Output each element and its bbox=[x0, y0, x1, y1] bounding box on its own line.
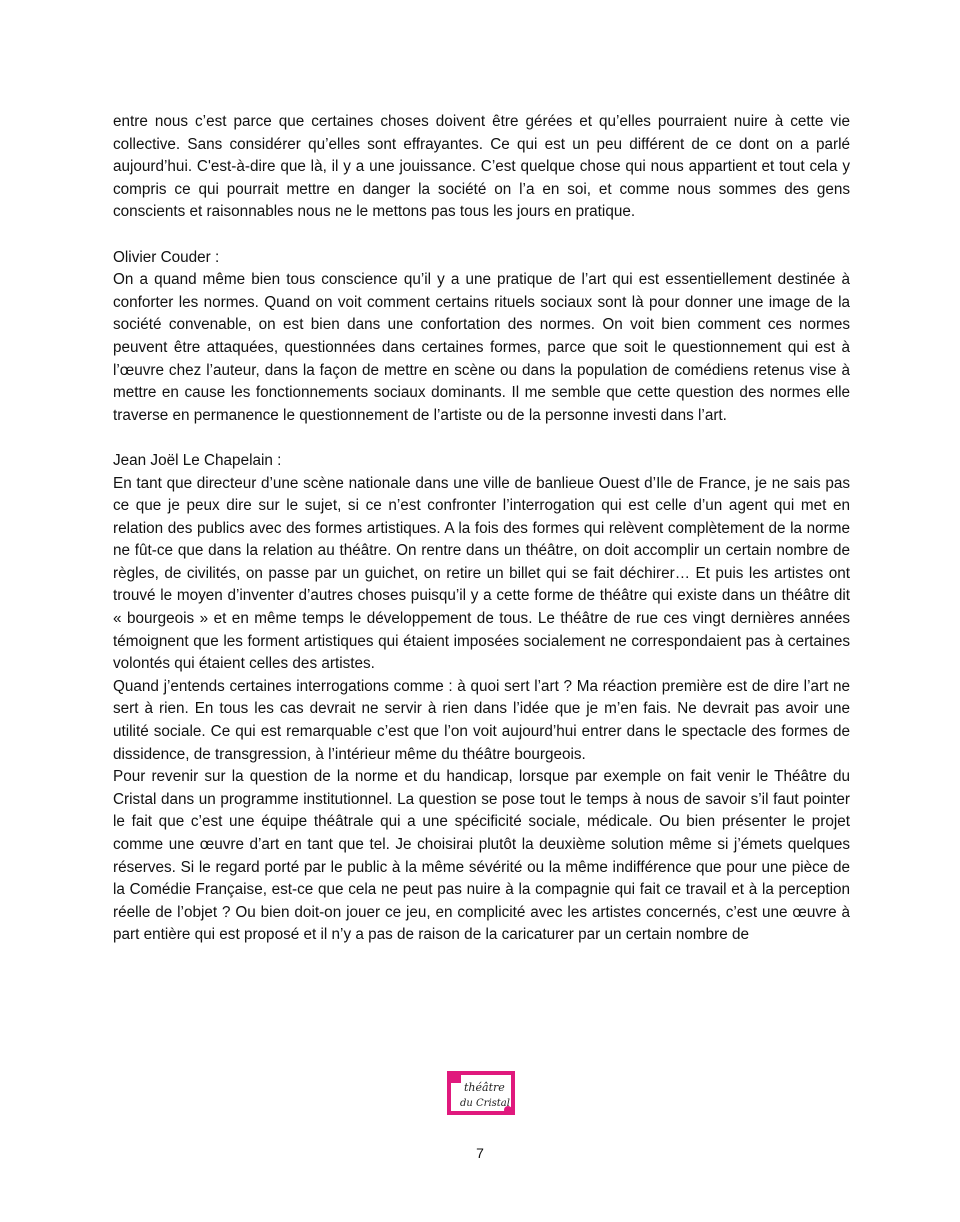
paragraph-intro: entre nous c’est parce que certaines choses doivent être gérées et qu’elles pourraient nuire à cette vie collective. Sans considérer qu’elles sont effrayantes. Ce qui est un peu différent de ce dont on a parlé aujourd’hui. C'est-à-dire que là, il y a une jouissance. C’est quelque chose qui nous appartient et tout cela y compris ce qui pourrait mettre en danger la société on l’a en soi, et comme nous sommes des gens conscients et raisonnables nous ne le mettons pas tous les jours en pratique. bbox=[113, 113, 850, 221]
speaker-olivier-couder: Olivier Couder : bbox=[113, 248, 220, 266]
logo-text-line2: du Cristal bbox=[460, 1098, 510, 1109]
theatre-du-cristal-logo bbox=[446, 1070, 516, 1116]
paragraph-olivier-couder: On a quand même bien tous conscience qu’il y a une pratique de l’art qui est essentiellement destinée à conforter les normes. Quand on voit comment certains rituels sociaux sont là pour donner une image de la société convenable, on est bien dans une confortation des normes. On voit bien comment ces normes peuvent être attaquées, questionnées dans certaines formes, parce que soit le questionnement qui est à l’œuvre chez l’auteur, dans la façon de mettre en scène ou dans la population de comédiens retenus vise à mettre en cause les fonctionnements sociaux dominants. Il me semble que cette question des normes elle traverse en permanence le questionnement de l’artiste ou de la personne investi dans l’art. bbox=[113, 271, 850, 424]
logo-corner-splash bbox=[447, 1071, 461, 1083]
speaker-jean-joel-le-chapelain: Jean Joël Le Chapelain : bbox=[113, 451, 282, 469]
page-number: 7 bbox=[476, 1145, 484, 1161]
paragraph-chapelain-1: En tant que directeur d’une scène nationale dans une ville de banlieue Ouest d’Ile de France, je ne sais pas ce que je peux dire sur le sujet, si ce n’est confronter l’interrogation qui est celle d’un agent qui met en relation des publics avec des formes artistiques. A la fois des formes qui relèvent complètement de la norme ne fût-ce que dans la relation au théâtre. On rentre dans un théâtre, on doit accomplir un certain nombre de règles, de civilités, on passe par un guichet, on retire un billet qui se fait déchirer… Et puis les artistes ont trouvé le moyen d’inventer d’autres choses puisqu’il y a cette forme de théâtre qui existe dans un théâtre dit « bourgeois » et en même temps le développement de tous. Le théâtre de rue ces vingt dernières années témoignent que les forment artistiques qui étaient imposées socialement ne correspondaient pas à certaines volontés qui étaient celles des artistes. bbox=[113, 474, 850, 673]
logo-text-line1: théâtre bbox=[464, 1081, 505, 1094]
document-body bbox=[113, 111, 850, 947]
paragraph-chapelain-3: Pour revenir sur la question de la norme et du handicap, lorsque par exemple on fait venir le Théâtre du Cristal dans un programme institutionnel. La question se pose tout le temps à nous de savoir s’il faut pointer le fait que c’est une équipe théâtrale qui a une spécificité sociale, médicale. Ou bien présenter le projet comme une œuvre d’art en tant que tel. Je choisirai plutôt la deuxième solution même si j’émets quelques réserves. Si le regard porté par le public à la même sévérité ou la même indifférence que pour une pièce de la Comédie Française, est-ce que cela ne peut pas nuire à la compagnie qui fait ce travail et à la perception réelle de l’objet ? Ou bien doit-on jouer ce jeu, en complicité avec les artistes concernés, c’est une œuvre à part entière qui est proposé et il n’y a pas de raison de la caricaturer par un certain nombre de bbox=[113, 768, 850, 944]
paragraph-chapelain-2: Quand j’entends certaines interrogations comme : à quoi sert l’art ? Ma réaction première est de dire l’art ne sert à rien. En tous les cas devrait ne servir à rien dans l’idée que je m’en fais. Ne devrait pas avoir une utilité sociale. Ce qui est remarquable c’est que l’on voit aujourd’hui entrer dans le spectacle des formes de dissidence, de transgression, à l’intérieur même du théâtre bourgeois. bbox=[113, 677, 850, 763]
